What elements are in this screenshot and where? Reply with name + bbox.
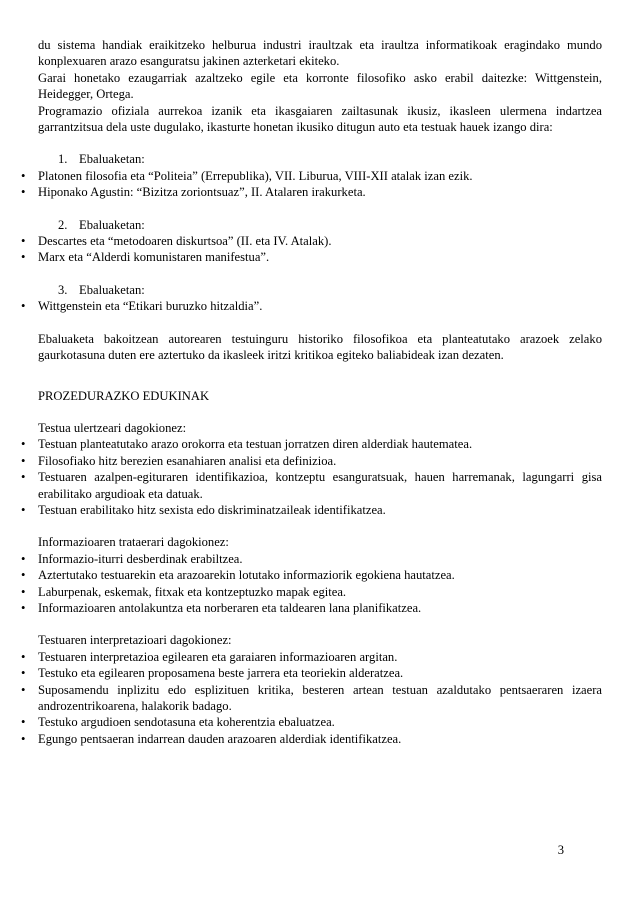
evaluation-item xyxy=(38,151,602,200)
evaluation-list xyxy=(38,151,602,314)
closing-paragraph: Ebaluaketa bakoitzean autorearen testuinguru historiko filosofikoa eta planteatutako arazoek zelako gaurkotasuna duten ere aztertuko da ikasleek iritzi kritikoa egiteko baliabideak izan dezaten. xyxy=(38,331,602,363)
evaluation-text-list xyxy=(38,168,602,201)
evaluation-text-list xyxy=(38,233,602,266)
intro-paragraph: Programazio ofiziala aurrekoa izanik eta ikasgaiaren zailtasunak ikusiz, ikasleen ulermena indartzea garrantzitsua dela uste dugulako, ikasturte honetan ikusiko ditugun auto eta testuak hauek izango dira: xyxy=(38,103,602,135)
evaluation-label: Ebaluaketan: xyxy=(79,217,145,232)
list-item: • Testuko eta egilearen proposamena beste jarrera eta teoriekin alderatzea. xyxy=(38,665,602,681)
document-page xyxy=(38,37,602,747)
evaluation-number: 3. xyxy=(58,282,68,297)
evaluation-label: Ebaluaketan: xyxy=(79,152,145,167)
section-intro: Testua ulertzeari dagokionez: xyxy=(38,420,187,435)
list-item: • Laburpenak, eskemak, fitxak eta kontzeptuzko mapak egitea. xyxy=(38,584,602,600)
list-item: • Testuko argudioen sendotasuna eta koherentzia ebaluatzea. xyxy=(38,714,602,730)
evaluation-label: Ebaluaketan: xyxy=(79,282,145,297)
evaluation-item xyxy=(38,282,602,315)
evaluation-heading xyxy=(38,151,602,167)
list-item: • Hiponako Agustin: “Bizitza zoriontsuaz”, II. Atalaren irakurketa. xyxy=(38,184,602,200)
list-item: • Informazioaren antolakuntza eta norberaren eta taldearen lana planifikatzea. xyxy=(38,600,602,616)
intro-paragraph: du sistema handiak eraikitzeko helburua industri iraultzak eta iraultza informatikoak eragindako mundo konplexuaren arazo esanguratsu jakinen azterketari ekiteko. xyxy=(38,38,602,69)
section-intro: Informazioaren trataerari dagokionez: xyxy=(38,535,229,550)
list-item: • Egungo pentsaeran indarrean dauden arazoaren alderdiak identifikatzea. xyxy=(38,731,602,747)
evaluation-number: 2. xyxy=(58,217,68,232)
list-item: • Testuaren azalpen-egituraren identifikazioa, kontzeptu esanguratsuak, hauen harremanak, lagungarri gisa erabilitako argudioak eta datuak. xyxy=(38,469,602,502)
list-item: • Wittgenstein eta “Etikari buruzko hitzaldia”. xyxy=(38,298,602,314)
page-number: 3 xyxy=(557,843,564,857)
list-item: • Aztertutako testuarekin eta arazoarekin lotutako informaziorik egokiena hautatzea. xyxy=(38,567,602,583)
section-heading: PROZEDURAZKO EDUKINAK xyxy=(38,388,210,403)
list-item: • Informazio-iturri desberdinak erabiltzea. xyxy=(38,551,602,567)
list-item: • Suposamendu inplizitu edo esplizituen kritika, besteren artean testuan azaldutako pentsaeraren izaera androzentrikoarena, halakorik badago. xyxy=(38,682,602,715)
evaluation-number: 1. xyxy=(58,152,68,167)
list-item: • Testuaren interpretazioa egilearen eta garaiaren informazioaren argitan. xyxy=(38,649,602,665)
list-item: • Filosofiako hitz berezien esanahiaren analisi eta definizioa. xyxy=(38,453,602,469)
list-item: • Testuan erabilitako hitz sexista edo diskriminatzaileak identifikatzea. xyxy=(38,502,602,518)
bullet-list xyxy=(38,436,602,518)
bullet-list xyxy=(38,551,602,617)
evaluation-text-list xyxy=(38,298,602,314)
evaluation-heading xyxy=(38,217,602,233)
list-item: • Descartes eta “metodoaren diskurtsoa” (II. eta IV. Atalak). xyxy=(38,233,602,249)
list-item: • Platonen filosofia eta “Politeia” (Errepublika), VII. Liburua, VIII-XII atalak izan ezik. xyxy=(38,168,602,184)
evaluation-item xyxy=(38,217,602,266)
intro-paragraph: Garai honetako ezaugarriak azaltzeko egile eta korronte filosofiko asko erabil daitezke: Wittgenstein, Heidegger, Ortega. xyxy=(38,70,602,102)
section-intro: Testuaren interpretazioari dagokionez: xyxy=(38,633,232,648)
bullet-list xyxy=(38,649,602,747)
evaluation-heading xyxy=(38,282,602,298)
list-item: • Testuan planteatutako arazo orokorra eta testuan jorratzen diren alderdiak hautematea. xyxy=(38,436,602,452)
list-item: • Marx eta “Alderdi komunistaren manifestua”. xyxy=(38,249,602,265)
